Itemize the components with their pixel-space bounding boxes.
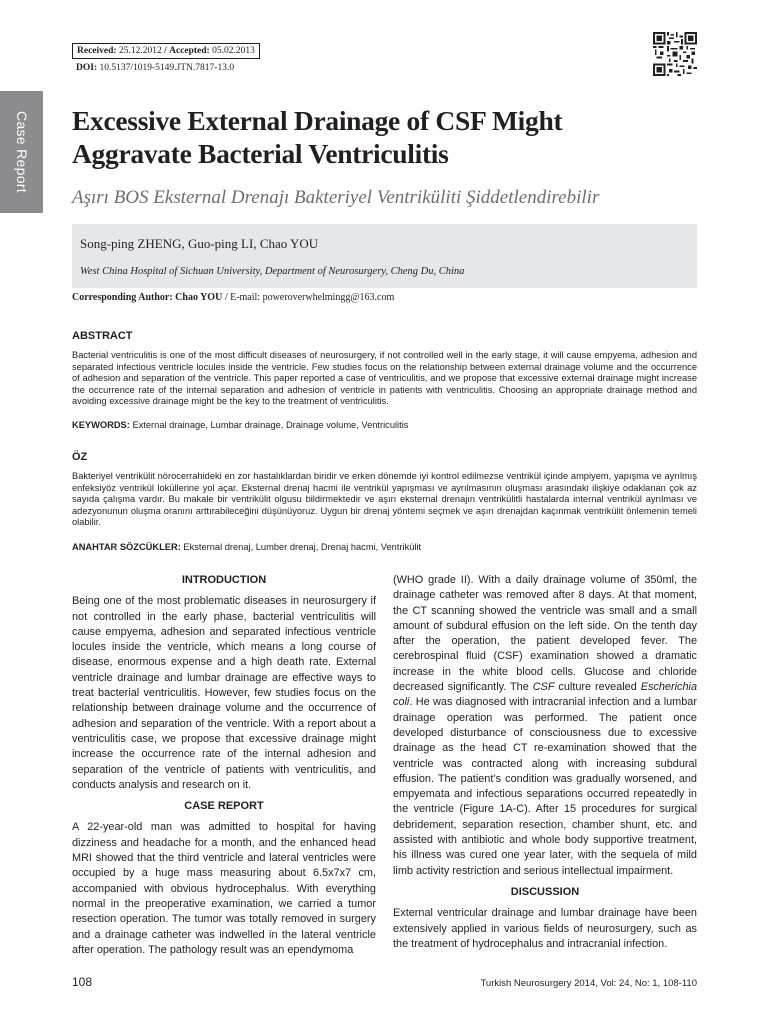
doi-label: DOI: [76,63,98,73]
corresponding-separator: / [224,292,228,303]
author-affiliation: West China Hospital of Sichuan University, Department of Neurosurgery, Cheng Du, China [80,266,465,277]
anahtar-sozcukler-values: Eksternal drenaj, Lumber drenaj, Drenaj hacmi, Ventrikülit [183,542,422,552]
received-label: Received: [77,46,117,56]
author-box [72,224,697,288]
case-continued-part-a: (WHO grade II). With a daily drainage volume of 350ml, the drainage catheter was removed after 8 days. At that moment, the CT scanning showed the ventricle was small and a small amount of subdural effusion on the left side. On the tenth day after the operation, the patient developed fever. The cerebrospinal fluid (CSF) examination showed a dramatic increase in the white blood cells. Glucose and chloride decreased significantly. The [393,574,697,694]
received-accepted-box [72,43,260,59]
page-number: 108 [72,975,93,989]
date-separator: / [164,46,167,56]
case-continued-part-c: . He was diagnosed with intracranial infection and a lumbar drainage operation was performed. The patient once developed disturbance of consciousness due to excessive drainage as the head CT re-examination showed that the ventricle was contracted along with increasing subdural effusion. The patient’s condition was gradually worsened, and empyemata and infectious separations occurred repeatedly in the ventricle (Figure 1A-C). After 15 procedures for surgical debridement, separation resection, chamber shunt, etc. and assisted with antibiotic and whole body supportive treatment, his illness was cured one year later, with the sequela of mild limb activity restriction and serious intellectual impairment. [393,696,697,877]
introduction-text: Being one of the most problematic diseases in neurosurgery if not controlled in the early phase, bacterial ventriculitis will cause empyema, adhesion and separated infectious ventricle locules inside the ventricle, which means a long course of disease, enormous expense and a high death rate. External ventricle drainage and lumbar drainage are effective ways to treat bacterial ventriculitis. However, few studies focus on the relationship between drainage volume and the occurrence of adhesion and separation of the ventricle. With a report about a ventriculitis case, we propose that excessive drainage might increase the occurrence rate of the internal adhesion and separation of the ventricle of patients with ventriculitis, and conducts analysis and research on it. [72,595,376,791]
accepted-label: Accepted: [169,46,210,56]
abstract-keywords [72,420,408,430]
oz-heading: ÖZ [72,451,88,463]
keywords-values: External drainage, Lumbar drainage, Drainage volume, Ventriculitis [132,420,409,430]
abstract-text: Bacterial ventriculitis is one of the most difficult diseases of neurosurgery, if not controlled well in the early stage, it will cause empyema, adhesion and separated infectious ventricle locules inside the ventricle. Few studies focus on the relationship between external drainage volume and the occurrence of adhesion and separation of the ventricle. This paper reported a case of ventriculitis, and we propose that excessive external drainage might increase the occurrence rate of the internal separation and adhesion of ventricle in patients with ventriculitis. Choosing an appropriate drainage method and avoiding excessive drainage might be the key to the treatment of ventriculitis. [72,350,697,407]
doi-value: 10.5137/1019-5149.JTN.7817-13.0 [99,63,235,73]
introduction-heading: INTRODUCTION [181,574,267,586]
keywords-label: KEYWORDS: [72,420,130,430]
received-date: 25.12.2012 [118,46,162,56]
abstract-heading: ABSTRACT [72,330,133,342]
body-right-column [393,573,697,952]
discussion-text: External ventricular drainage and lumbar drainage have been extensively applied in various fields of neurosurgery, such as the treatment of hydrocephalus and intracranial infection. [393,907,697,950]
article-title: Excessive External Drainage of CSF Might Aggravate Bacterial Ventriculitis [72,105,563,169]
side-tab-label: Case Report [13,111,30,193]
journal-citation: Turkish Neurosurgery 2014, Vol: 24, No: 1, 108-110 [480,978,697,989]
case-report-side-tab [0,91,43,213]
corresponding-email[interactable]: E-mail: poweroverwhelmingg@163.com [230,292,395,303]
corresponding-author [72,292,394,303]
csf-term: CSF [532,681,555,694]
escherichia-coli-term: Escherichia coli [393,681,697,709]
anahtar-sozcukler-label: ANAHTAR SÖZCÜKLER: [72,542,181,552]
qr-code-icon [653,32,697,76]
oz-text: Bakteriyel ventrikülit nörocerrahideki en zor hastalıklardan biridir ve erken dönemde iyi kontrol edilmezse ventrikül içinde ampiyem, yapışma ve ayrılmış enfeksiyöz ventrikül loküllerine yol açar. Eksternal drenaj hacmi ile ventrikül yapışması ve ayrılmasının oluşması arasındaki ilişkiye odaklanan çok az sayıda çalışma vardır. Bu makale bir ventrikülit olgusu bildirmektedir ve aşırı eksternal drenajın ventrikülitli hastalarda internal ventrikül ayrılması ve adezyonunun oluşma oranını arttırabileceğini düşünüyoruz. Uygun bir drenaj yöntemi seçmek ve aşırı drenajdan kaçınmak ventrikülit önlemenin temeli olabilir. [72,471,697,528]
case-report-heading: CASE REPORT [184,800,264,813]
corresponding-author-label: Corresponding Author: Chao YOU [72,292,223,303]
author-names: Song-ping ZHENG, Guo-ping LI, Chao YOU [80,236,319,251]
discussion-heading: DISCUSSION [510,885,580,898]
doi-line [76,63,234,73]
oz-keywords [72,542,421,552]
case-report-text: A 22-year-old man was admitted to hospital for having dizziness and headache for a month, and the enhanced head MRI showed that the third ventricle and lateral ventricles were occupied by a huge mass measuring about 6.5x7x7 cm, accompanied with obvious hydrocephalus. With everything normal in the preoperative examination, we carried a tumor resection operation. The tumor was totally removed in surgery and a drainage catheter was indwelled in the lateral ventricle after operation. The pathology result was an ependymoma [72,821,376,956]
case-report-continued-text [393,573,697,879]
article-subtitle-turkish: Aşırı BOS Eksternal Drenajı Bakteriyel Ventriküliti Şiddetlendirebilir [72,187,600,208]
body-left-column [72,573,376,958]
case-continued-part-b: culture revealed [554,681,641,694]
accepted-date: 05.02.2013 [212,46,255,56]
